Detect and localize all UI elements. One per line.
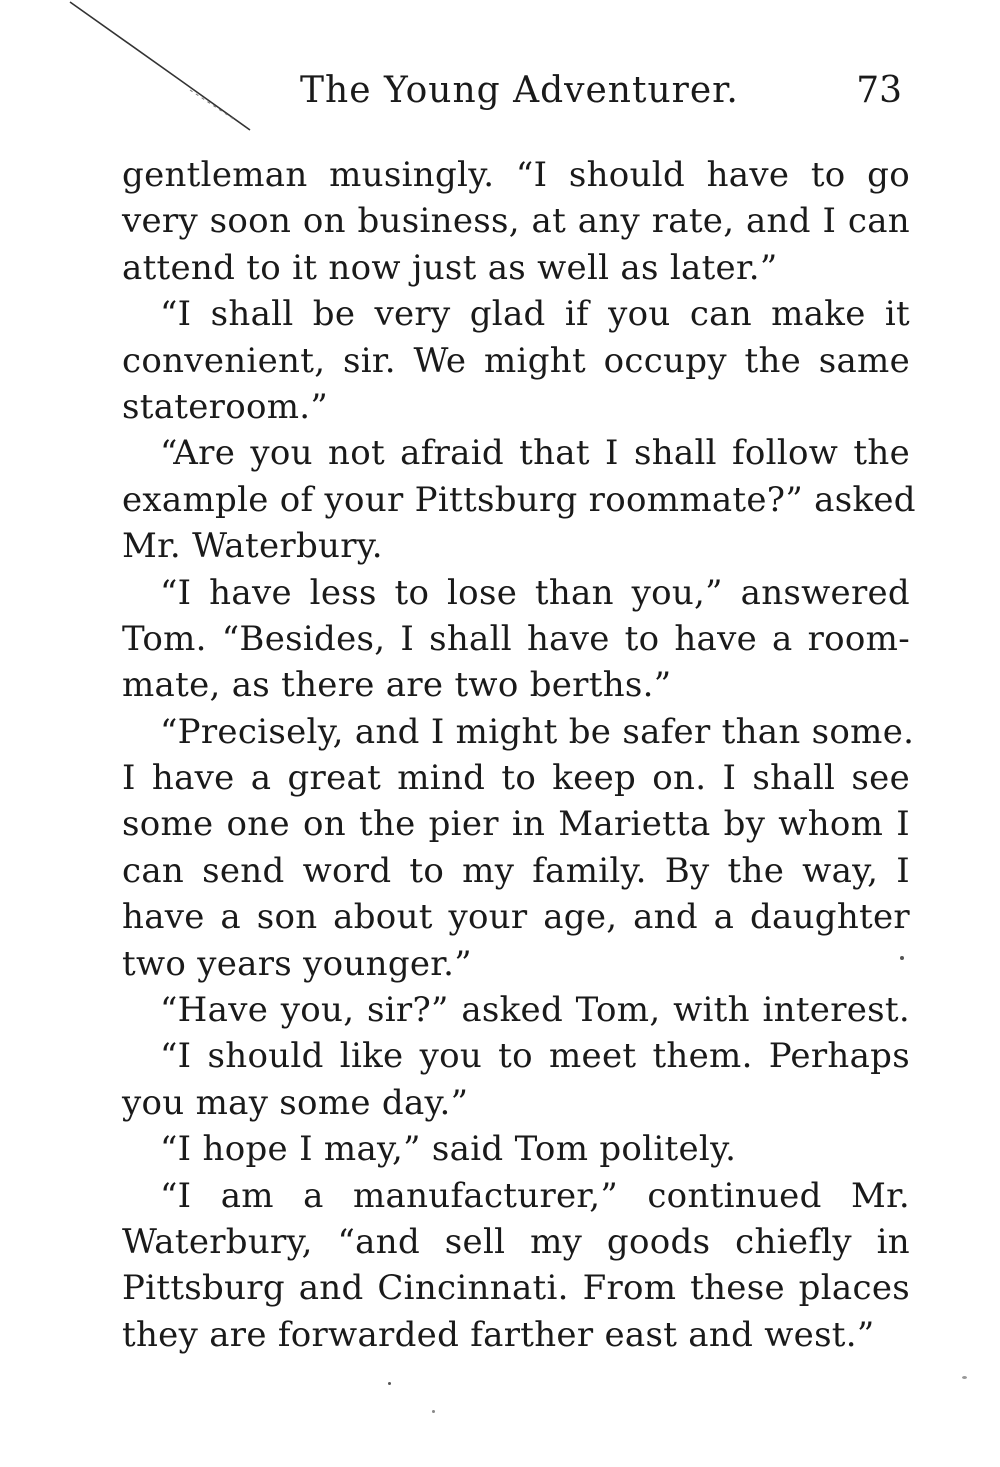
page-number: 73 (856, 70, 902, 111)
text-line: Pittsburg and Cincinnati. From these places (122, 1268, 910, 1309)
text-line: Mr. Waterbury. (122, 526, 383, 567)
text-line: “I am a manufacturer,” continued Mr. (160, 1175, 910, 1216)
running-title: The Young Adventurer. (300, 70, 739, 111)
body-text (122, 152, 916, 1358)
ink-speck (432, 1410, 435, 1413)
text-line: Tom. “Besides, I shall have to have a room- (122, 618, 910, 659)
text-line: example of your Pittsburg roommate?” asked (122, 479, 916, 520)
text-line: I have a great mind to keep on. I shall see (122, 758, 910, 799)
ink-speck (900, 956, 904, 960)
text-line: gentleman musingly. “I should have to go (122, 155, 910, 195)
text-line: “Are you not afraid that I shall follow the (160, 433, 910, 474)
text-line: “I hope I may,” said Tom politely. (160, 1129, 737, 1170)
text-line: “I shall be very glad if you can make it (160, 294, 910, 335)
text-line: you may some day.” (122, 1082, 469, 1123)
text-line: Waterbury, “and sell my goods chiefly in (122, 1221, 910, 1262)
text-line: stateroom.” (122, 386, 329, 427)
text-line: mate, as there are two berths.” (122, 665, 672, 706)
text-line: very soon on business, at any rate, and I can (122, 201, 910, 242)
text-line: convenient, sir. We might occupy the same (122, 340, 910, 381)
ink-speck (962, 1376, 967, 1379)
text-line: “I have less to lose than you,” answered (160, 572, 910, 613)
text-line: can send word to my family. By the way, I (122, 850, 910, 891)
text-line: “Have you, sir?” asked Tom, with interest. (160, 990, 910, 1031)
text-line: “Precisely, and I might be safer than some. (160, 711, 915, 752)
text-line: some one on the pier in Marietta by whom I (122, 804, 910, 845)
text-line: they are forwarded farther east and west.” (122, 1314, 875, 1355)
text-line: attend to it now just as well as later.” (122, 247, 778, 288)
text-line: have a son about your age, and a daughter (122, 897, 910, 938)
text-line: two years younger.” (122, 943, 472, 984)
text-line: “I should like you to meet them. Perhaps (160, 1036, 910, 1077)
ink-speck (388, 1382, 391, 1385)
running-head (120, 70, 910, 126)
